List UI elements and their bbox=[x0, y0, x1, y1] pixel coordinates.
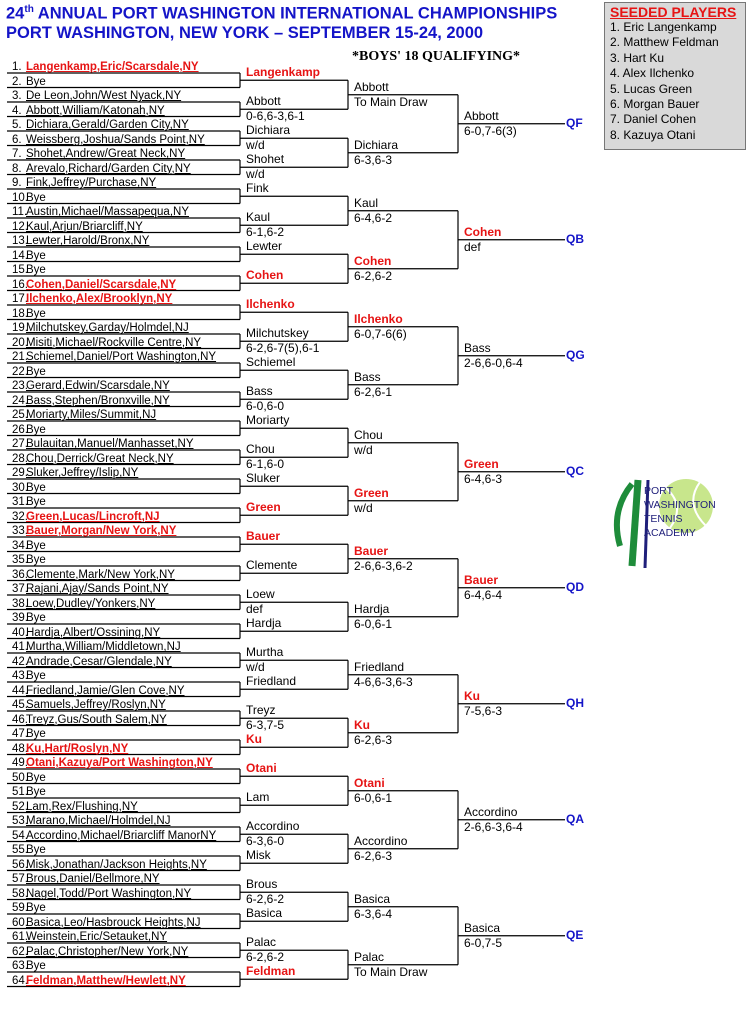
qualifier-score: 6-4,6-4 bbox=[464, 587, 503, 602]
entry-number: 24. bbox=[12, 394, 28, 407]
entry-number: 3. bbox=[12, 90, 22, 102]
entry-name: Arevalo,Richard/Garden City,NY bbox=[26, 162, 191, 175]
entry-number: 61. bbox=[12, 931, 28, 943]
qualifier-name: Abbott bbox=[464, 108, 499, 123]
entry-name: Bye bbox=[26, 902, 46, 914]
entry-name: Bye bbox=[26, 365, 46, 378]
entry-number: 15. bbox=[12, 264, 28, 276]
qualifier-score: 6-0,7-5 bbox=[464, 935, 503, 950]
entry-name: Otani,Kazuya/Port Washington,NY bbox=[26, 757, 213, 769]
entry-number: 6. bbox=[12, 133, 22, 146]
qualifier-name: Bass bbox=[464, 340, 491, 355]
entry-name: Gerard,Edwin/Scarsdale,NY bbox=[26, 380, 170, 392]
entry-name: Bulauitan,Manuel/Manhasset,NY bbox=[26, 438, 194, 450]
entry-number: 39. bbox=[12, 612, 28, 624]
entry-name: Nagel,Todd/Port Washington,NY bbox=[26, 887, 192, 900]
entry-name: Clemente,Mark/New York,NY bbox=[26, 568, 175, 581]
round3-winner: Abbott bbox=[354, 79, 389, 94]
entry-number: 9. bbox=[12, 177, 22, 189]
round2-winner: Misk bbox=[246, 848, 271, 863]
entry-number: 50. bbox=[12, 771, 28, 784]
entry-number: 31. bbox=[12, 496, 28, 508]
entry-number: 57. bbox=[12, 873, 28, 885]
round2-winner: Accordino bbox=[246, 819, 300, 834]
round2-winner: Loew bbox=[246, 587, 275, 602]
entry-number: 55. bbox=[12, 844, 28, 856]
seeded-player: 3. Hart Ku bbox=[610, 50, 665, 65]
entry-name: Chou,Derrick/Great Neck,NY bbox=[26, 452, 174, 465]
round2-score: 6-2,6-2 bbox=[246, 892, 285, 907]
entry-number: 53. bbox=[12, 815, 28, 827]
entry-number: 22. bbox=[12, 365, 28, 378]
round2-winner: Moriarty bbox=[246, 413, 290, 428]
round2-winner: Bauer bbox=[246, 529, 281, 544]
entry-number: 40. bbox=[12, 626, 28, 639]
entry-name: Bye bbox=[26, 307, 46, 320]
entry-number: 19. bbox=[12, 322, 28, 334]
entry-name: Abbott,William/Katonah,NY bbox=[26, 104, 165, 117]
qualifier-code: QA bbox=[566, 811, 584, 826]
round2-winner: Langenkamp bbox=[246, 65, 321, 80]
entry-name: De Leon,John/West Nyack,NY bbox=[26, 90, 182, 102]
round3-score: 6-0,6-1 bbox=[354, 790, 393, 805]
round3-winner: Bauer bbox=[354, 543, 389, 558]
entry-name: Fink,Jeffrey/Purchase,NY bbox=[26, 177, 157, 189]
round3-winner: Cohen bbox=[354, 253, 392, 268]
entry-number: 41. bbox=[12, 641, 28, 653]
round2-winner: Bass bbox=[246, 384, 273, 399]
entry-name: Murtha,William/Middletown,NJ bbox=[26, 641, 181, 653]
round3-score: 6-4,6-2 bbox=[354, 210, 393, 225]
qualifier-code: QB bbox=[566, 231, 584, 246]
round2-winner: Brous bbox=[246, 877, 278, 892]
round3-score: w/d bbox=[354, 442, 373, 457]
entry-name: Andrade,Cesar/Glendale,NY bbox=[26, 655, 172, 668]
entry-number: 5. bbox=[12, 119, 22, 131]
entry-name: Weinstein,Eric/Setauket,NY bbox=[26, 931, 168, 943]
round3-score: 6-2,6-3 bbox=[354, 732, 393, 747]
entry-name: Palac,Christopher/New York,NY bbox=[26, 945, 189, 958]
round2-score: 6-1,6-2 bbox=[246, 225, 285, 240]
entry-name: Langenkamp,Eric/Scarsdale,NY bbox=[26, 61, 199, 73]
round2-winner: Clemente bbox=[246, 558, 298, 573]
round3-winner: Ku bbox=[354, 717, 370, 732]
entry-name: Marano,Michael/Holmdel,NJ bbox=[26, 815, 171, 827]
entry-number: 2. bbox=[12, 75, 22, 88]
entry-name: Bauer,Morgan/New York,NY bbox=[26, 525, 177, 537]
entry-name: Austin,Michael/Massapequa,NY bbox=[26, 206, 189, 218]
round2-winner: Green bbox=[246, 500, 281, 515]
entry-name: Bye bbox=[26, 75, 46, 88]
round2-score: 6-3,7-5 bbox=[246, 718, 285, 733]
round2-winner: Milchutskey bbox=[246, 326, 309, 341]
round2-winner: Abbott bbox=[246, 94, 281, 109]
round3-winner: Friedland bbox=[354, 659, 405, 674]
round2-score: def bbox=[246, 602, 263, 617]
entry-name: Bye bbox=[26, 728, 46, 740]
round2-winner: Otani bbox=[246, 761, 277, 776]
entry-number: 21. bbox=[12, 351, 28, 363]
round3-winner: Accordino bbox=[354, 833, 408, 848]
round3-winner: Bass bbox=[354, 369, 381, 384]
round2-winner: Fink bbox=[246, 181, 269, 196]
entry-number: 25. bbox=[12, 409, 28, 421]
round3-score: 6-2,6-3 bbox=[354, 848, 393, 863]
entry-number: 35. bbox=[12, 554, 28, 566]
qualifier-code: QF bbox=[566, 115, 583, 130]
round2-winner: Kaul bbox=[246, 210, 271, 225]
draw-subtitle: *BOYS' 18 QUALIFYING* bbox=[352, 49, 521, 64]
entry-number: 30. bbox=[12, 481, 28, 494]
entry-number: 26. bbox=[12, 423, 28, 436]
entry-number: 4. bbox=[12, 104, 22, 117]
page-title-line1: 24th ANNUAL PORT WASHINGTON INTERNATIONAL CHAMPIONSHIPS bbox=[6, 4, 558, 23]
qualifier-score: 2-6,6-0,6-4 bbox=[464, 355, 523, 370]
entry-number: 46. bbox=[12, 713, 28, 726]
entry-number: 34. bbox=[12, 539, 28, 552]
qualifier-code: QD bbox=[566, 579, 584, 594]
entry-number: 54. bbox=[12, 829, 28, 842]
entry-name: Bye bbox=[26, 786, 46, 798]
entry-number: 58. bbox=[12, 887, 28, 900]
qualifier-code: QG bbox=[566, 347, 585, 362]
entry-number: 47. bbox=[12, 728, 28, 740]
entry-number: 49. bbox=[12, 757, 28, 769]
entry-number: 20. bbox=[12, 336, 28, 349]
entry-name: Bye bbox=[26, 496, 46, 508]
entry-number: 11. bbox=[12, 206, 28, 218]
entry-name: Misk,Jonathan/Jackson Heights,NY bbox=[26, 858, 207, 871]
entry-number: 32. bbox=[12, 510, 28, 523]
round3-winner: Otani bbox=[354, 775, 385, 790]
qualifier-code: QH bbox=[566, 695, 584, 710]
seeded-player: 5. Lucas Green bbox=[610, 81, 693, 96]
entry-name: Bye bbox=[26, 670, 46, 682]
entry-name: Cohen,Daniel/Scarsdale,NY bbox=[26, 278, 177, 291]
entry-name: Treyz,Gus/South Salem,NY bbox=[26, 713, 167, 726]
qualifier-code: QC bbox=[566, 463, 584, 478]
round2-score: 6-2,6-7(5),6-1 bbox=[246, 341, 320, 356]
round2-score: 6-0,6-0 bbox=[246, 399, 285, 414]
round3-winner: Chou bbox=[354, 427, 383, 442]
round2-score: w/d bbox=[246, 167, 265, 182]
round2-winner: Shohet bbox=[246, 152, 285, 167]
round2-winner: Ku bbox=[246, 732, 262, 747]
seeded-player: 7. Daniel Cohen bbox=[610, 112, 697, 127]
entry-name: Friedland,Jamie/Glen Cove,NY bbox=[26, 684, 185, 697]
round3-winner: Ilchenko bbox=[354, 311, 403, 326]
round3-score: 6-0,7-6(6) bbox=[354, 326, 407, 341]
round2-winner: Sluker bbox=[246, 471, 281, 486]
round2-winner: Hardja bbox=[246, 616, 282, 631]
entry-name: Green,Lucas/Lincroft,NJ bbox=[26, 510, 160, 523]
qualifier-score: 7-5,6-3 bbox=[464, 703, 503, 718]
entry-name: Lam,Rex/Flushing,NY bbox=[26, 800, 138, 813]
entry-name: Bye bbox=[26, 771, 46, 784]
entry-number: 13. bbox=[12, 235, 28, 247]
round2-winner: Schiemel bbox=[246, 355, 296, 370]
round2-score: 6-1,6-0 bbox=[246, 457, 285, 472]
round3-winner: Hardja bbox=[354, 601, 390, 616]
entry-name: Kaul,Arjun/Briarcliff,NY bbox=[26, 220, 143, 233]
entry-number: 45. bbox=[12, 699, 28, 711]
entry-number: 33. bbox=[12, 525, 28, 537]
entry-name: Dichiara,Gerald/Garden City,NY bbox=[26, 119, 189, 131]
qualifier-name: Cohen bbox=[464, 224, 502, 239]
round2-score: 6-3,6-0 bbox=[246, 834, 285, 849]
entry-number: 64. bbox=[12, 974, 28, 987]
entry-number: 8. bbox=[12, 162, 22, 175]
academy-logo-text: PORT WASHINGTON TENNIS ACADEMY bbox=[644, 485, 716, 539]
round2-winner: Ilchenko bbox=[246, 297, 295, 312]
entry-name: Brous,Daniel/Bellmore,NY bbox=[26, 873, 160, 885]
seeded-player: 8. Kazuya Otani bbox=[610, 127, 696, 142]
round2-winner: Dichiara bbox=[246, 123, 291, 138]
entry-name: Bye bbox=[26, 539, 46, 552]
round3-score: 2-6,6-3,6-2 bbox=[354, 558, 413, 573]
round2-winner: Basica bbox=[246, 906, 283, 921]
entry-name: Bye bbox=[26, 554, 46, 566]
entry-number: 60. bbox=[12, 916, 28, 929]
entry-number: 7. bbox=[12, 148, 22, 160]
entry-name: Loew,Dudley/Yonkers,NY bbox=[26, 597, 156, 610]
entry-number: 43. bbox=[12, 670, 28, 682]
entry-number: 16. bbox=[12, 278, 28, 291]
entry-name: Sluker,Jeffrey/Islip,NY bbox=[26, 467, 139, 479]
round3-score: To Main Draw bbox=[354, 964, 428, 979]
entry-number: 52. bbox=[12, 800, 28, 813]
round3-winner: Basica bbox=[354, 891, 391, 906]
qualifier-name: Green bbox=[464, 456, 499, 471]
entry-name: Misiti,Michael/Rockville Centre,NY bbox=[26, 336, 202, 349]
round2-winner: Friedland bbox=[246, 674, 297, 689]
seeded-header: SEEDED PLAYERS bbox=[610, 4, 737, 20]
page-title-line2: PORT WASHINGTON, NEW YORK – SEPTEMBER 15-24, 2000 bbox=[6, 24, 484, 42]
entry-name: Milchutskey,Garday/Holmdel,NJ bbox=[26, 322, 189, 334]
entry-number: 51. bbox=[12, 786, 28, 798]
entry-name: Bye bbox=[26, 249, 46, 262]
round3-score: 6-3,6-4 bbox=[354, 906, 393, 921]
qualifier-score: 2-6,6-3,6-4 bbox=[464, 819, 523, 834]
entry-number: 14. bbox=[12, 249, 28, 262]
round3-score: 6-0,6-1 bbox=[354, 616, 393, 631]
entry-number: 1. bbox=[12, 61, 22, 73]
entry-name: Weissberg,Joshua/Sands Point,NY bbox=[26, 133, 205, 146]
entry-number: 42. bbox=[12, 655, 28, 668]
entry-number: 29. bbox=[12, 467, 28, 479]
entry-number: 27. bbox=[12, 438, 28, 450]
entry-name: Hardja,Albert/Ossining,NY bbox=[26, 626, 161, 639]
entry-number: 56. bbox=[12, 858, 28, 871]
entry-name: Bye bbox=[26, 423, 46, 436]
entry-name: Bye bbox=[26, 264, 46, 276]
entry-name: Samuels,Jeffrey/Roslyn,NY bbox=[26, 699, 166, 711]
round2-winner: Murtha bbox=[246, 645, 284, 660]
entry-number: 23. bbox=[12, 380, 28, 392]
entry-number: 10. bbox=[12, 191, 28, 204]
round3-winner: Green bbox=[354, 485, 389, 500]
entry-name: Basica,Leo/Hasbrouck Heights,NJ bbox=[26, 916, 201, 929]
round3-score: 6-3,6-3 bbox=[354, 152, 393, 167]
entry-number: 59. bbox=[12, 902, 28, 914]
entry-name: Bye bbox=[26, 844, 46, 856]
entry-number: 17. bbox=[12, 293, 28, 305]
seeded-player: 1. Eric Langenkamp bbox=[610, 20, 717, 34]
entry-name: Bass,Stephen/Bronxville,NY bbox=[26, 394, 170, 407]
round3-winner: Kaul bbox=[354, 195, 379, 210]
round2-winner: Feldman bbox=[246, 964, 296, 979]
round2-winner: Treyz bbox=[246, 703, 276, 718]
entry-name: Moriarty,Miles/Summit,NJ bbox=[26, 409, 157, 421]
entry-number: 18. bbox=[12, 307, 28, 320]
round3-score: 6-2,6-1 bbox=[354, 384, 393, 399]
entry-number: 62. bbox=[12, 945, 28, 958]
entry-name: Lewter,Harold/Bronx,NY bbox=[26, 235, 150, 247]
entry-number: 44. bbox=[12, 684, 28, 697]
entry-name: Ilchenko,Alex/Brooklyn,NY bbox=[26, 293, 173, 305]
round2-score: w/d bbox=[246, 660, 265, 675]
round2-score: w/d bbox=[246, 138, 265, 153]
entry-name: Schiemel,Daniel/Port Washington,NY bbox=[26, 351, 217, 363]
entry-number: 48. bbox=[12, 742, 28, 755]
entry-name: Bye bbox=[26, 612, 46, 624]
entry-number: 38. bbox=[12, 597, 28, 610]
entry-number: 36. bbox=[12, 568, 28, 581]
entry-name: Rajani,Ajay/Sands Point,NY bbox=[26, 583, 169, 595]
qualifier-name: Bauer bbox=[464, 572, 499, 587]
round2-winner: Chou bbox=[246, 442, 275, 457]
seeded-player: 4. Alex Ilchenko bbox=[610, 66, 695, 81]
qualifier-score: def bbox=[464, 239, 481, 254]
entry-number: 37. bbox=[12, 583, 28, 595]
round3-score: w/d bbox=[354, 500, 373, 515]
round3-score: 4-6,6-3,6-3 bbox=[354, 674, 413, 689]
entry-number: 12. bbox=[12, 220, 28, 233]
round2-score: 6-2,6-2 bbox=[246, 950, 285, 965]
entry-name: Bye bbox=[26, 191, 46, 204]
qualifier-name: Accordino bbox=[464, 804, 518, 819]
round3-winner: Palac bbox=[354, 949, 385, 964]
entry-number: 63. bbox=[12, 960, 28, 972]
qualifier-name: Ku bbox=[464, 688, 480, 703]
entry-name: Bye bbox=[26, 960, 46, 972]
seeded-player: 6. Morgan Bauer bbox=[610, 97, 700, 112]
qualifier-score: 6-4,6-3 bbox=[464, 471, 503, 486]
round2-score: 0-6,6-3,6-1 bbox=[246, 109, 305, 124]
round3-score: 6-2,6-2 bbox=[354, 268, 393, 283]
entry-number: 28. bbox=[12, 452, 28, 465]
qualifier-code: QE bbox=[566, 927, 584, 942]
entry-name: Bye bbox=[26, 481, 46, 494]
entry-name: Ku,Hart/Roslyn,NY bbox=[26, 742, 129, 755]
round2-winner: Cohen bbox=[246, 268, 284, 283]
round3-winner: Dichiara bbox=[354, 137, 399, 152]
qualifier-name: Basica bbox=[464, 920, 501, 935]
round2-winner: Lam bbox=[246, 790, 270, 805]
round2-winner: Palac bbox=[246, 935, 277, 950]
seeded-player: 2. Matthew Feldman bbox=[610, 35, 719, 50]
round3-score: To Main Draw bbox=[354, 94, 428, 109]
qualifier-score: 6-0,7-6(3) bbox=[464, 123, 517, 138]
entry-name: Accordino,Michael/Briarcliff ManorNY bbox=[26, 829, 217, 842]
round2-winner: Lewter bbox=[246, 239, 283, 254]
entry-name: Shohet,Andrew/Great Neck,NY bbox=[26, 148, 186, 160]
entry-name: Feldman,Matthew/Hewlett,NY bbox=[26, 974, 186, 987]
